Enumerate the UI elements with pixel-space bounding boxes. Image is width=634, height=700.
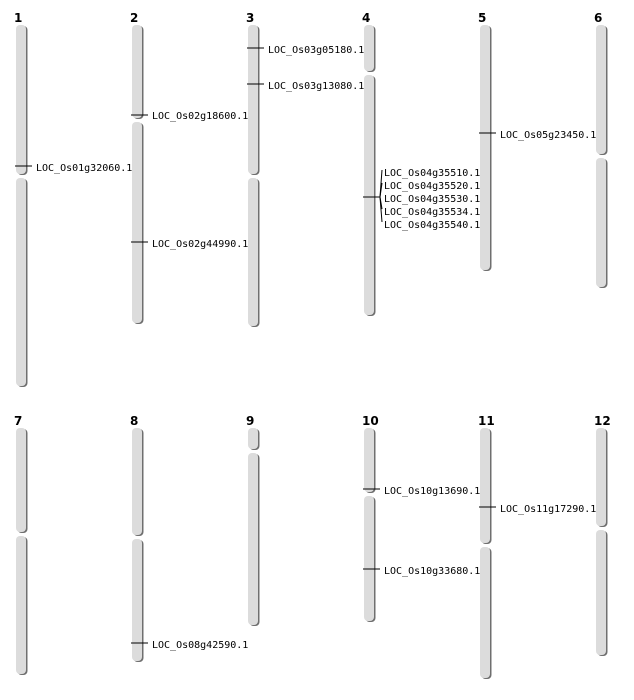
chromosome-body bbox=[16, 428, 26, 532]
gene-marker bbox=[479, 504, 596, 515]
gene-label: LOC_Os04g35534.1 bbox=[384, 207, 481, 218]
chromosome-number: 2 bbox=[130, 11, 139, 25]
chromosome-body bbox=[480, 547, 490, 678]
chromosome-body bbox=[364, 496, 374, 621]
chromosome-body bbox=[132, 25, 142, 118]
chromosome-number: 12 bbox=[594, 414, 611, 428]
chromosome-body bbox=[248, 25, 258, 174]
chromosome-arm-lower bbox=[248, 453, 260, 626]
chromosome-body bbox=[132, 122, 142, 323]
chromosome-number: 11 bbox=[478, 414, 495, 428]
chromosome-body bbox=[132, 428, 142, 535]
chromosome-11 bbox=[478, 414, 596, 679]
chromosome-arm-lower bbox=[596, 158, 608, 288]
gene-label: LOC_Os11g17290.1 bbox=[500, 504, 597, 515]
chromosome-arm-lower bbox=[364, 75, 376, 316]
chromosome-9 bbox=[246, 414, 260, 626]
chromosome-5 bbox=[478, 11, 596, 271]
chromosome-arm-upper bbox=[364, 25, 376, 72]
gene-label: LOC_Os04g35510.1 bbox=[384, 168, 481, 179]
chromosome-arm-upper bbox=[596, 25, 608, 155]
chromosome-body bbox=[364, 25, 374, 71]
chromosome-body bbox=[16, 536, 26, 674]
chromosome-10 bbox=[362, 414, 480, 622]
chromosome-arm-lower bbox=[248, 178, 260, 327]
chromosome-body bbox=[248, 178, 258, 326]
chromosome-body bbox=[248, 428, 258, 449]
gene-label: LOC_Os02g44990.1 bbox=[152, 239, 249, 250]
gene-label: LOC_Os04g35540.1 bbox=[384, 220, 481, 231]
chromosome-number: 1 bbox=[14, 11, 23, 25]
chromosome-body bbox=[364, 75, 374, 315]
chromosome-12 bbox=[594, 414, 611, 656]
gene-label: LOC_Os08g42590.1 bbox=[152, 640, 249, 651]
chromosome-body bbox=[596, 428, 606, 526]
chromosome-arm-lower bbox=[16, 178, 28, 387]
gene-marker bbox=[131, 640, 248, 651]
gene-marker bbox=[247, 81, 364, 92]
chromosome-1 bbox=[14, 11, 132, 387]
chromosome-body bbox=[16, 178, 26, 386]
chromosome-arm-upper bbox=[364, 428, 376, 493]
chromosome-number: 3 bbox=[246, 11, 255, 25]
gene-marker bbox=[131, 239, 248, 250]
chromosome-body bbox=[596, 158, 606, 287]
gene-label: LOC_Os05g23450.1 bbox=[500, 130, 597, 141]
chromosome-body bbox=[480, 25, 490, 270]
gene-label: LOC_Os01g32060.1 bbox=[36, 163, 133, 174]
chromosome-body bbox=[596, 530, 606, 655]
gene-marker bbox=[131, 111, 248, 122]
chromosome-7 bbox=[14, 414, 28, 675]
gene-marker bbox=[15, 163, 132, 174]
chromosome-body bbox=[364, 428, 374, 492]
chromosome-number: 9 bbox=[246, 414, 255, 428]
chromosome-arm-lower bbox=[16, 536, 28, 675]
chromosome-arm-lower bbox=[132, 539, 144, 662]
chromosome-number: 4 bbox=[362, 11, 371, 25]
chromosome-number: 8 bbox=[130, 414, 139, 428]
chromosome-2 bbox=[130, 11, 248, 324]
gene-label: LOC_Os02g18600.1 bbox=[152, 111, 249, 122]
chromosome-body bbox=[596, 25, 606, 154]
chromosome-body bbox=[480, 428, 490, 543]
chromosome-arm-upper bbox=[16, 25, 28, 175]
chromosome-number: 5 bbox=[478, 11, 487, 25]
chromosome-arm-upper bbox=[480, 428, 492, 544]
gene-label: LOC_Os04g35530.1 bbox=[384, 194, 481, 205]
chromosome-body bbox=[248, 453, 258, 625]
chromosome-number: 10 bbox=[362, 414, 379, 428]
chromosome-arm-lower bbox=[132, 122, 144, 324]
chromosome-number: 6 bbox=[594, 11, 603, 25]
gene-marker bbox=[479, 130, 596, 141]
chromosome-arm-upper bbox=[132, 428, 144, 536]
gene-label: LOC_Os10g13690.1 bbox=[384, 486, 481, 497]
chromosome-8 bbox=[130, 414, 248, 662]
chromosome-arm-upper bbox=[132, 25, 144, 119]
gene-marker bbox=[363, 486, 480, 497]
gene-label: LOC_Os03g13080.1 bbox=[268, 81, 365, 92]
chromosome-arm-upper bbox=[248, 428, 260, 450]
chromosome-number: 7 bbox=[14, 414, 23, 428]
chromosome-arm-upper bbox=[596, 428, 608, 527]
chromosome-arm bbox=[480, 25, 492, 271]
chromosome-6 bbox=[594, 11, 608, 288]
gene-marker bbox=[247, 45, 364, 56]
chromosome-body bbox=[16, 25, 26, 174]
gene-label: LOC_Os03g05180.1 bbox=[268, 45, 365, 56]
chromosome-4 bbox=[362, 11, 480, 316]
chromosome-3 bbox=[246, 11, 364, 327]
chromosome-arm-lower bbox=[480, 547, 492, 679]
gene-marker bbox=[363, 566, 480, 577]
gene-label: LOC_Os10g33680.1 bbox=[384, 566, 481, 577]
chromosome-arm-upper bbox=[16, 428, 28, 533]
gene-label: LOC_Os04g35520.1 bbox=[384, 181, 481, 192]
chromosome-arm-lower bbox=[364, 496, 376, 622]
chromosome-arm-lower bbox=[596, 530, 608, 656]
